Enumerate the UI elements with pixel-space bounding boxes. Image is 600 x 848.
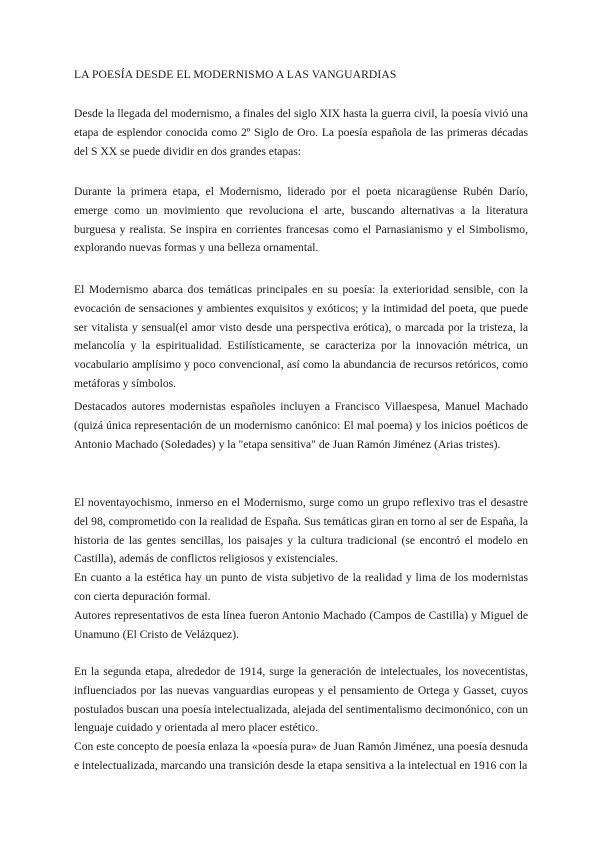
paragraph-line: El Modernismo abarca dos temáticas principales en su poesía: la exterioridad sensible, con la evocación de sensaciones y ambientes exquisitos y exóticos; y la intimidad del poeta, que puede ser vitalista y sensual(el amor visto desde una perspectiva erótica), o marcada por la tristeza, la melancolía y la espiritualidad. Estilísticamente, se caracteriza por la innovación métrica, un vocabulario amplísimo y poco convencional, así como la abundancia de recursos retóricos, como metáforas y símbolos.	[74, 283, 528, 390]
document-title: LA POESÍA DESDE EL MODERNISMO A LAS VANGUARDIAS	[74, 68, 397, 81]
paragraph-modernist-authors	[74, 398, 528, 454]
paragraph-line: Destacados autores modernistas españoles incluyen a Francisco Villaespesa, Manuel Machado (quizá única representación de un modernismo canónico: El mal poema) y los inicios poéticos de Antonio Machado (Soledades) y la "etapa sensitiva" de Juan Ramón Jiménez (Arias tristes).	[74, 400, 528, 451]
paragraph-line: Durante la primera etapa, el Modernismo, liderado por el poeta nicaragüense Rubén Darío, emerge como un movimiento que revoluciona el arte, buscando alternativas a la literatura burguesa y realista. Se inspira en corrientes francesas como el Parnasianismo y el Simbolismo, explorando nuevas formas y una belleza ornamental.	[74, 185, 528, 255]
paragraph-line: El noventayochismo, inmerso en el Modernismo, surge como un grupo reflexivo tras el desastre del 98, comprometido con la realidad de España. Sus temáticas giran en torno al ser de España, la historia de las gentes sencillas, los paisajes y la cultura tradicional (se encontró el modelo en Castilla), además de conflictos religiosos y existenciales.	[74, 496, 528, 566]
paragraph-line: Desde la llegada del modernismo, a finales del siglo XIX hasta la guerra civil, la poesía vivió una etapa de esplendor conocida como 2º Siglo de Oro. La poesía española de las primeras décadas del S XX se puede dividir en dos grandes etapas:	[74, 107, 528, 158]
paragraph-line: Autores representativos de esta línea fueron Antonio Machado (Campos de Castilla) y Miguel de Unamuno (El Cristo de Velázquez).	[74, 608, 528, 641]
paragraph-first-stage	[74, 183, 528, 258]
paragraph-intro	[74, 105, 528, 161]
paragraph-modernism-themes	[74, 281, 528, 394]
paragraph-line: Con este concepto de poesía enlaza la «poesía pura» de Juan Ramón Jiménez, una poesía desnuda e intelectualizada, marcando una transición desde la etapa sensitiva a la intelectual en 1916 con la	[74, 740, 528, 772]
paragraph-line: En cuanto a la estética hay un punto de vista subjetivo de la realidad y lima de los modernistas con cierta depuración formal.	[74, 571, 528, 603]
paragraph-line: En la segunda etapa, alrededor de 1914, surge la generación de intelectuales, los novecentistas, influenciados por las nuevas vanguardias europeas y el pensamiento de Ortega y Gasset, cuyos postulados buscan una poesía intelectualizada, alejada del sentimentalismo decimonónico, con un lenguaje cuidado y orientada al mero placer estético.	[74, 665, 528, 735]
paragraph-noventayochismo	[74, 494, 528, 644]
paragraph-second-stage	[74, 663, 528, 776]
